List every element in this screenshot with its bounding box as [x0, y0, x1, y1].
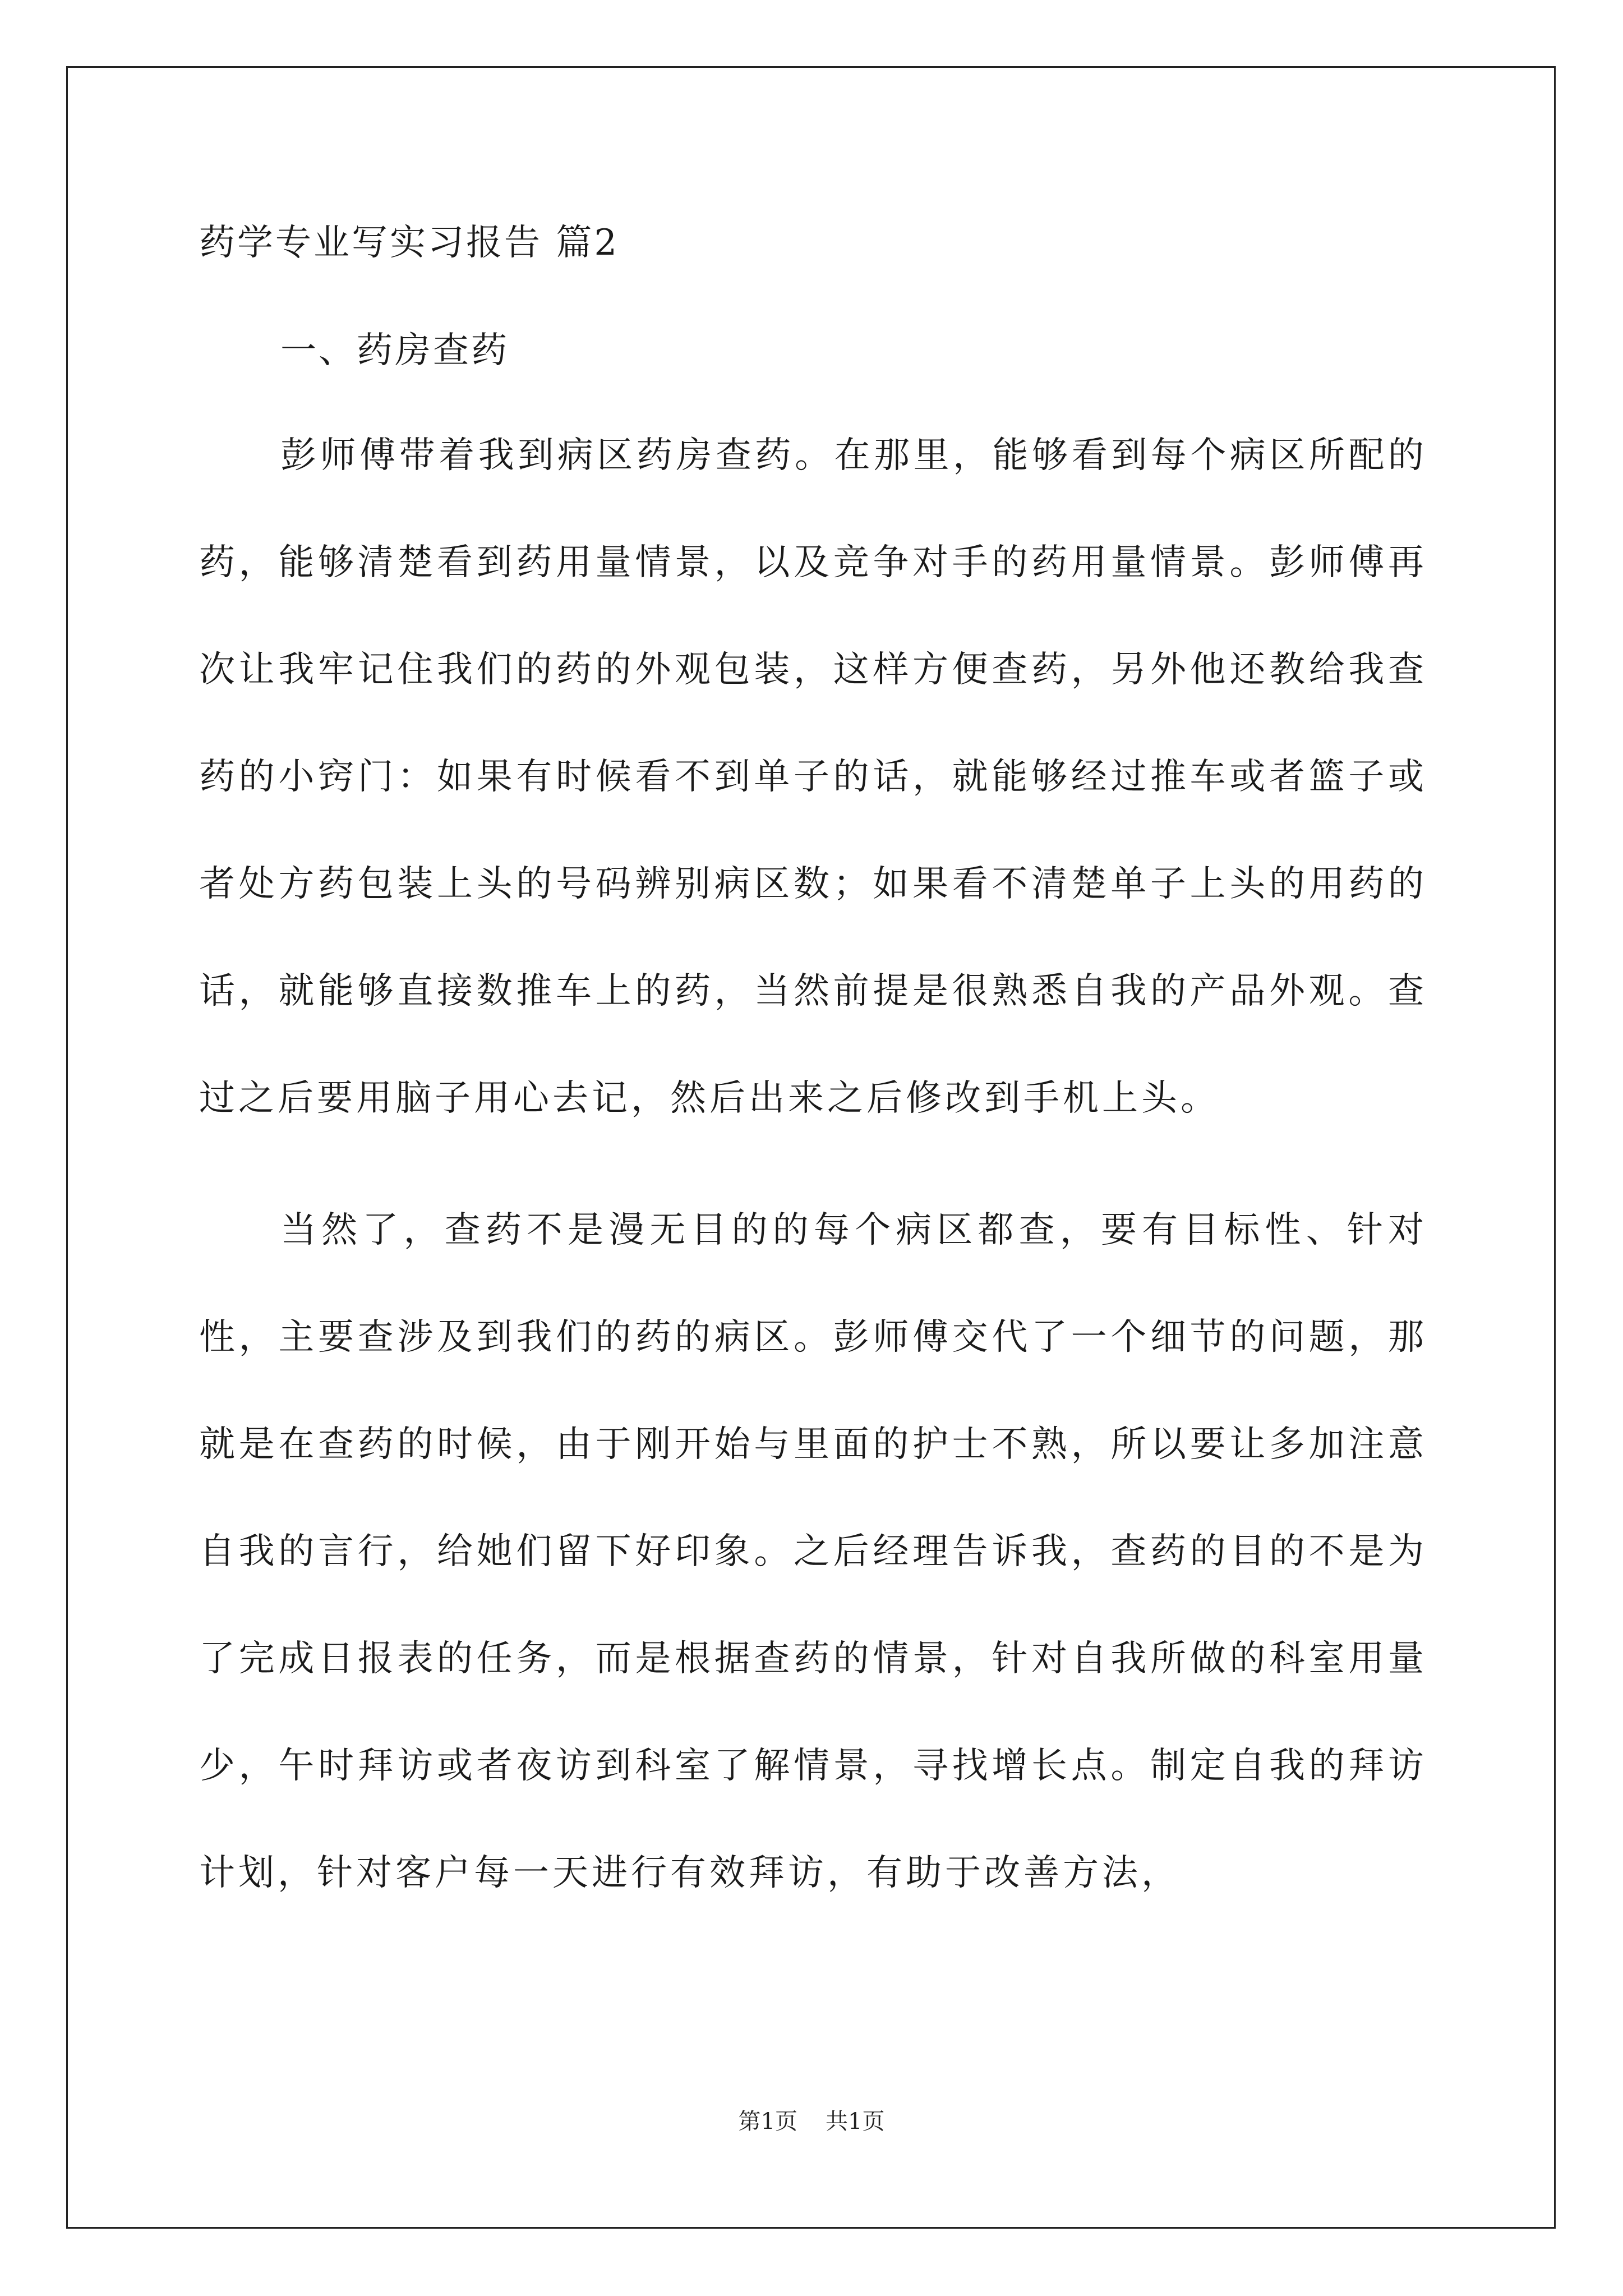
paragraph: 当然了，查药不是漫无目的的每个病区都查，要有目标性、针对性，主要查涉及到我们的药的病区。彭师傅交代了一个细节的问题，那就是在查药的时候，由于刚开始与里面的护士不熟，所以要让多加注意自我的言行，给她们留下好印象。之后经理告诉我，查药的目的不是为了完成日报表的任务，而是根据查药的情景，针对自我所做的科室用量少，午时拜访或者夜访到科室了解情景，寻找增长点。制定自我的拜访计划，针对客户每一天进行有效拜访，有助于改善方法，	[199, 1209, 1427, 1894]
document-body	[199, 216, 1427, 1978]
document-title: 药学专业写实习报告 篇2	[199, 222, 620, 264]
page-number: 第1页	[738, 2109, 797, 2134]
section-heading: 一、药房查药	[280, 330, 509, 371]
page-footer	[0, 2105, 1623, 2138]
page-total: 共1页	[826, 2109, 885, 2134]
paragraph: 彭师傅带着我到病区药房查药。在那里，能够看到每个病区所配的药，能够清楚看到药用量情景，以及竞争对手的药用量情景。彭师傅再次让我牢记住我们的药的外观包装，这样方便查药，另外他还教给我查药的小窍门：如果有时候看不到单子的话，就能够经过推车或者篮子或者处方药包装上头的号码辨别病区数；如果看不清楚单子上头的用药的话，就能够直接数推车上的药，当然前提是很熟悉自我的产品外观。查过之后要用脑子用心去记，然后出来之后修改到手机上头。	[199, 435, 1427, 1119]
